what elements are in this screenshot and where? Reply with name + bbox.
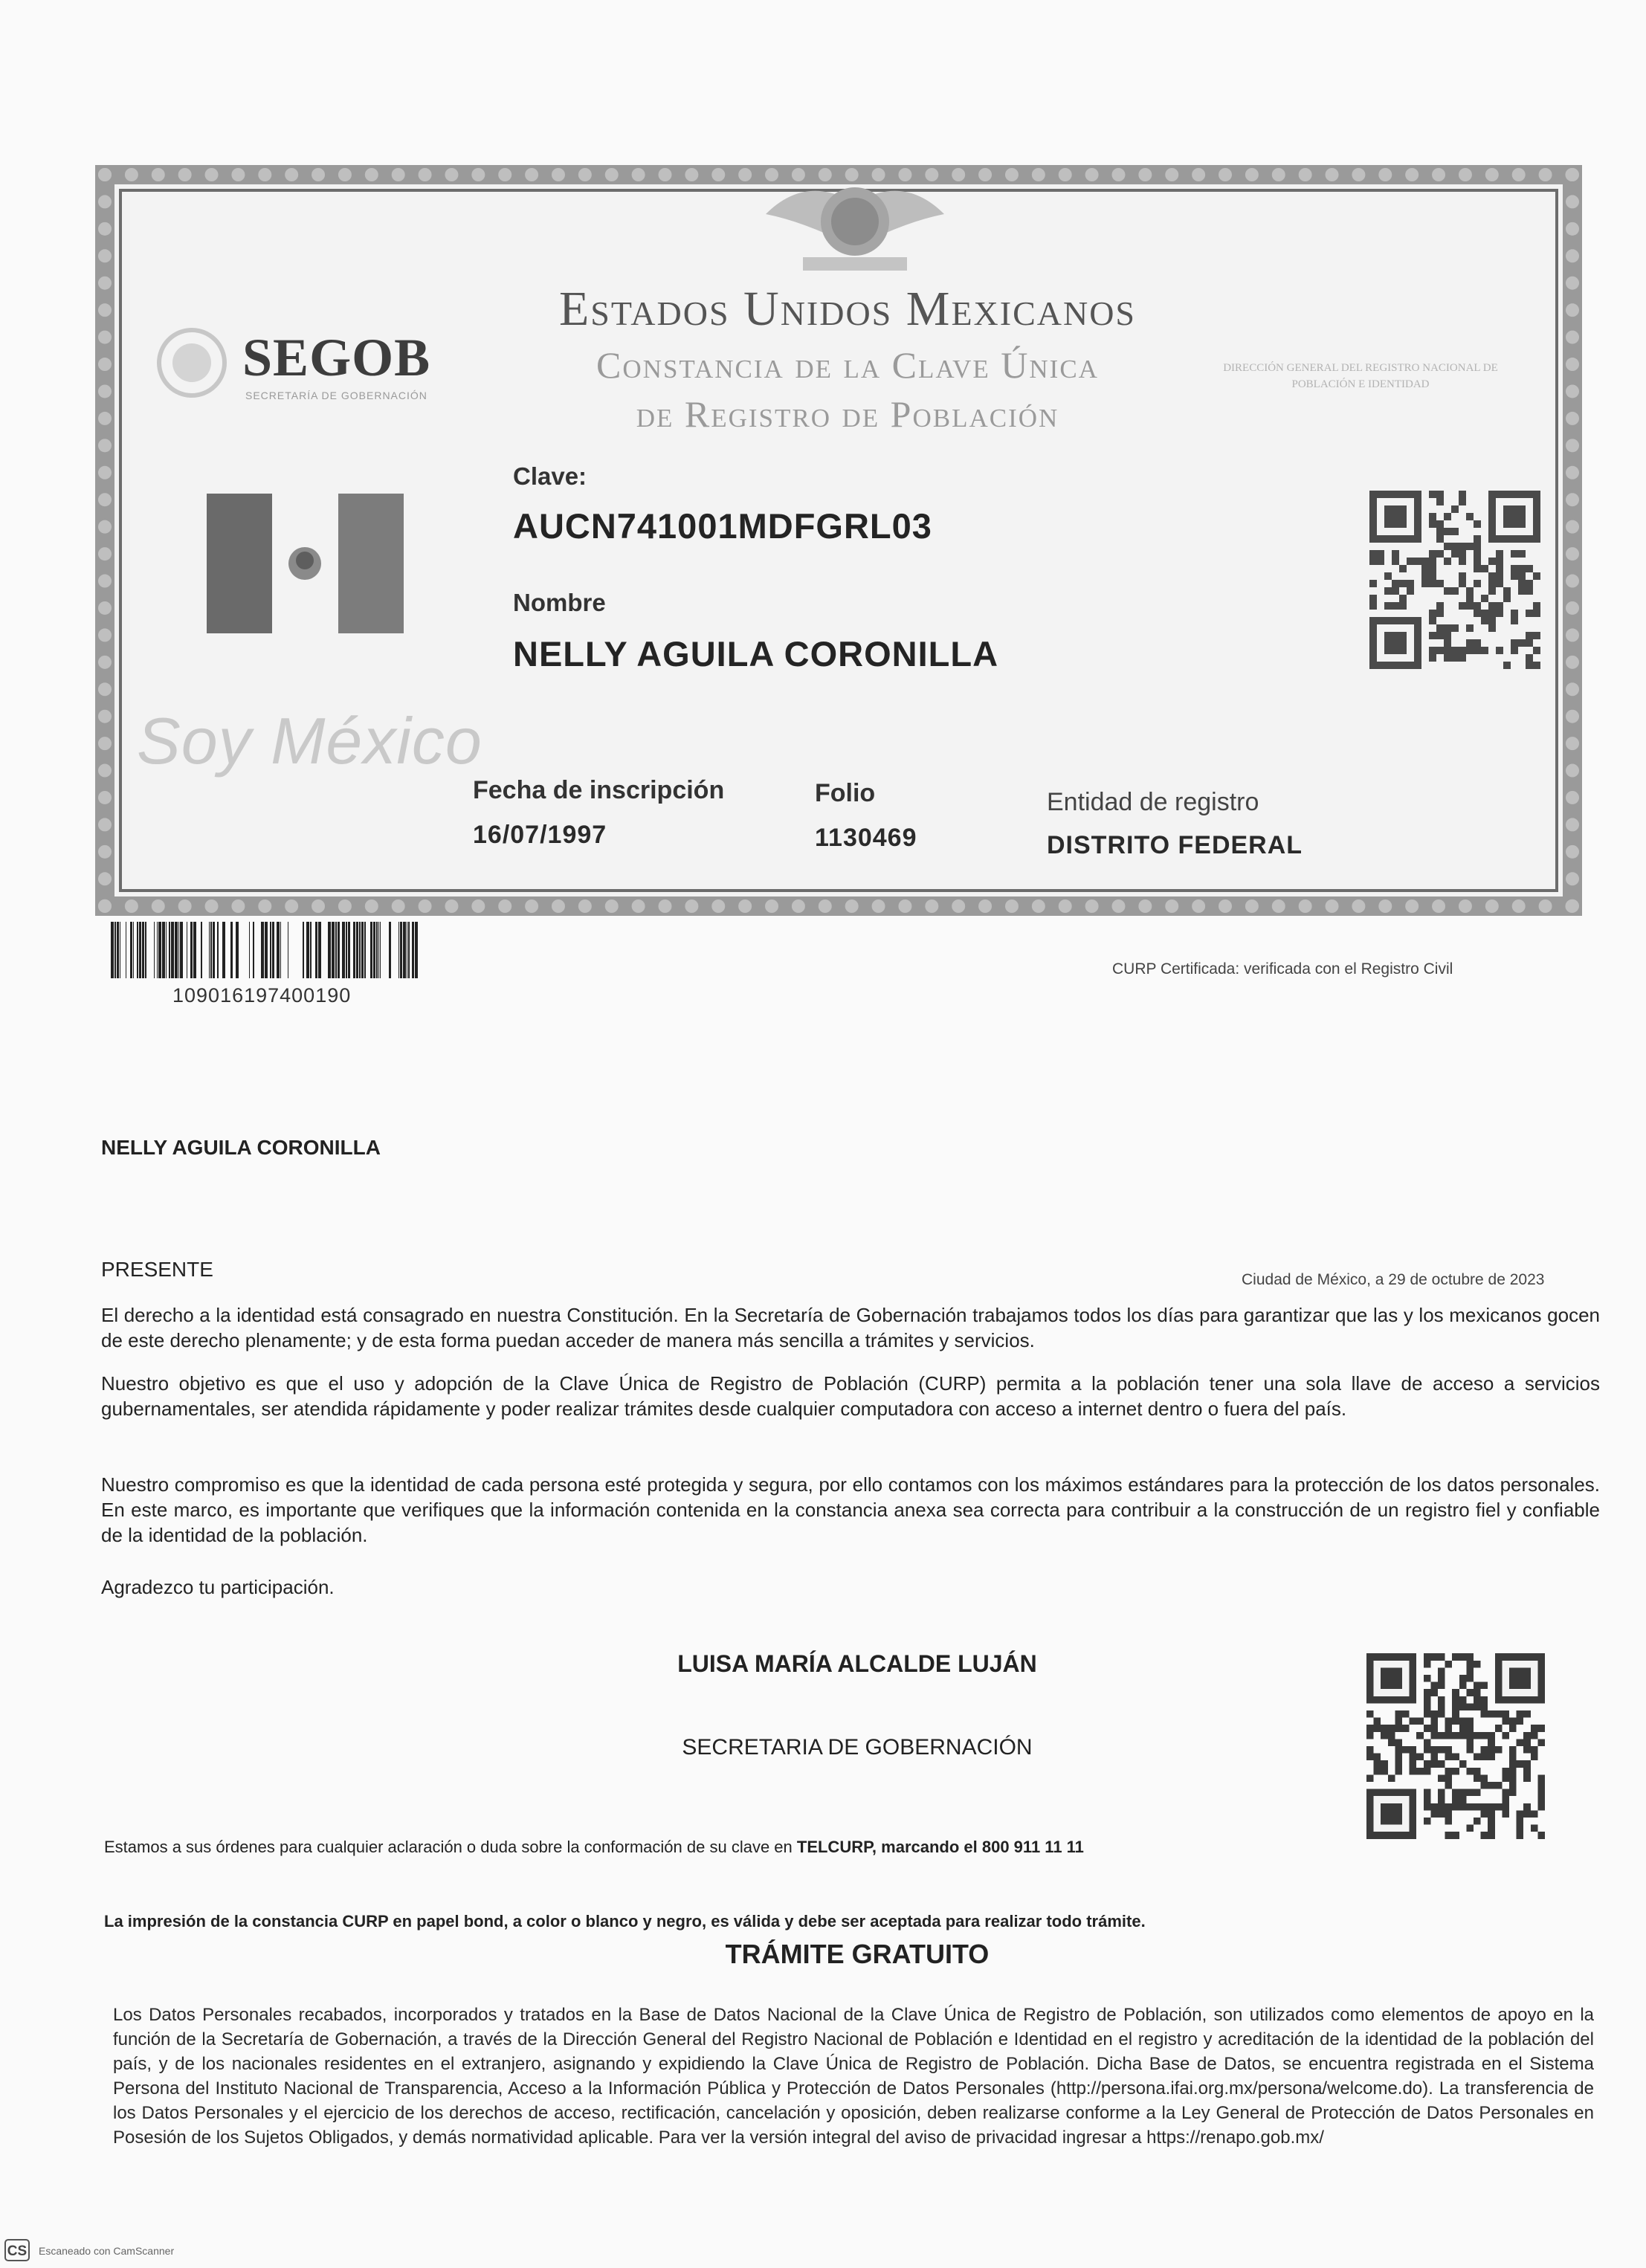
barcode-number: 109016197400190 — [172, 984, 352, 1007]
folio-label: Folio — [815, 779, 876, 807]
signature-qr-code-icon — [1366, 1652, 1545, 1841]
letter-paragraph-1: El derecho a la identidad está consagrado en nuestra Constitución. En la Secretaría de Gobernación trabajamos todos los días para garantizar que las y los mexicanos gocen de este derecho plenamente; y de esta forma puedan acceder de manera más sencilla a trámites y servicios. — [101, 1304, 1600, 1351]
letter-paragraph-4: Agradezco tu participación. — [101, 1576, 335, 1598]
letter-paragraph-3: Nuestro compromiso es que la identidad de cada persona esté protegida y segura, por ello contamos con los máximos estándares para la protección de los datos personales. En este marco, es importante que verifiques que la información contenida en la constancia anexa sea correcta para contribuir a la construcción de un registro fiel y confiable de la identidad de la población. — [101, 1473, 1600, 1546]
segob-subtitle: SECRETARÍA DE GOBERNACIÓN — [245, 390, 427, 401]
letter-paragraph-2: Nuestro objetivo es que el uso y adopción de la Clave Única de Registro de Población (CURP) permita a la población tener una sola llave de acceso a servicios gubernamentales, ser atendida rápidamente y poder realizar trámites desde cualquier computadora con acceso a internet dentro o fuera del país. — [101, 1372, 1600, 1420]
title-registro-poblacion: de Registro de Población — [636, 393, 1059, 435]
telcurp-text: Estamos a sus órdenes para cualquier aclaración o duda sobre la conformación de su clave en — [104, 1838, 797, 1856]
telcurp-phone: TELCURP, marcando el 800 911 11 11 — [796, 1838, 1084, 1856]
salutation: PRESENTE — [101, 1258, 213, 1281]
fecha-inscripcion-value: 16/07/1997 — [473, 821, 607, 849]
barcode-icon — [106, 922, 421, 978]
segob-seal-icon — [155, 326, 229, 400]
title-constancia: Constancia de la Clave Única — [596, 344, 1099, 386]
camscanner-badge-icon: CS — [4, 2239, 30, 2261]
signer-role: SECRETARIA DE GOBERNACIÓN — [682, 1735, 1033, 1760]
clave-label: Clave: — [513, 462, 587, 490]
certified-note: CURP Certificada: verificada con el Registro Civil — [1112, 960, 1453, 978]
signer-name: LUISA MARÍA ALCALDE LUJÁN — [677, 1650, 1037, 1677]
nombre-value: NELLY AGUILA CORONILLA — [513, 634, 999, 673]
telcurp-note — [104, 1838, 1084, 1857]
impresion-note: La impresión de la constancia CURP en papel bond, a color o blanco y negro, es válida y debe ser aceptada para realizar todo trámite. — [104, 1912, 1146, 1931]
directorate-text: DIRECCIÓN GENERAL DEL REGISTRO NACIONAL DE POBLACIÓN E IDENTIDAD — [1223, 362, 1498, 390]
mexican-flag-icon — [207, 494, 404, 633]
place-date: Ciudad de México, a 29 de octubre de 2023 — [1242, 1271, 1545, 1288]
title-estados-unidos-mexicanos: Estados Unidos Mexicanos — [558, 282, 1137, 336]
entidad-registro-value: DISTRITO FEDERAL — [1047, 831, 1303, 859]
soy-mexico-watermark: Soy México — [137, 704, 482, 778]
national-emblem-icon — [751, 169, 959, 281]
folio-value: 1130469 — [815, 824, 917, 852]
recipient-name: NELLY AGUILA CORONILLA — [101, 1136, 381, 1159]
nombre-label: Nombre — [513, 589, 606, 616]
entidad-registro-label: Entidad de registro — [1047, 788, 1259, 816]
tramite-gratuito-heading: TRÁMITE GRATUITO — [725, 1939, 990, 1969]
fecha-inscripcion-label: Fecha de inscripción — [473, 776, 725, 804]
curp-value: AUCN741001MDFGRL03 — [513, 506, 932, 546]
privacy-notice: Los Datos Personales recabados, incorporados y tratados en la Base de Datos Nacional de la Clave Única de Registro de Población, son utilizados como elementos de apoyo en la función de la Secretaría de Gobernación, a través de la Dirección General del Registro Nacional de Población e Identidad en el registro y acreditación de la identidad de la población del país, y de los nacionales residentes en el extranjero, asignando y expidiendo la Clave Única de Registro de Población. Dicha Base de Datos, se encuentra registrada en el Sistema Persona del Instituto Nacional de Transparencia, Acceso a la Información Pública y Protección de Datos Personales (http://persona.ifai.org.mx/persona/welcome.do). La transferencia de los Datos Personales y el ejercicio de los derechos de acceso, rectificación, cancelación y oposición, deben realizarse conforme a la Ley General de Protección de Datos Personales en Posesión de los Sujetos Obligados, y demás normatividad aplicable. Para ver la versión integral del aviso de privacidad ingresar a https://renapo.gob.mx/ — [113, 2005, 1594, 2148]
camscanner-text: Escaneado con CamScanner — [39, 2245, 175, 2257]
segob-logo-text: SEGOB — [242, 328, 431, 387]
qr-code-icon — [1369, 491, 1540, 669]
